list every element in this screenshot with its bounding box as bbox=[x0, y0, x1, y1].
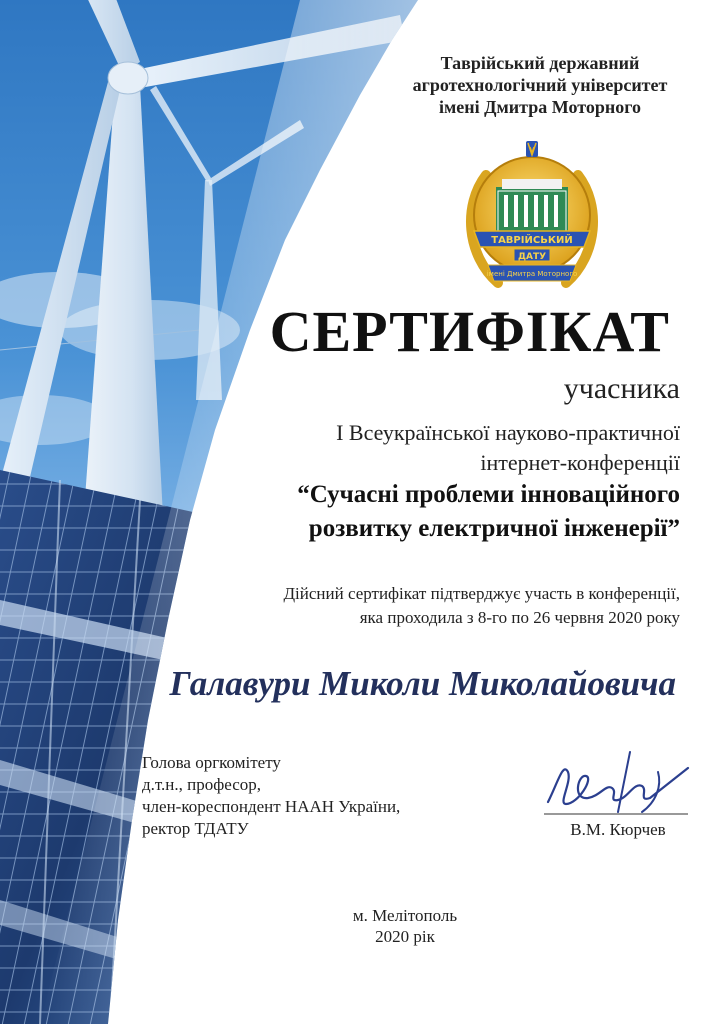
signatory-title-line: ректор ТДАТУ bbox=[142, 819, 249, 838]
university-name-line: Таврійський державний bbox=[440, 53, 640, 73]
trident-icon bbox=[526, 141, 538, 157]
university-name-line: агротехнологічний університет bbox=[412, 75, 668, 95]
emblem-text-top: ТАВРІЙСЬКИЙ bbox=[491, 235, 573, 246]
conference-title-line: розвитку електричної інженерії” bbox=[308, 515, 680, 542]
conference-line: інтернет-конференції bbox=[480, 450, 680, 475]
signatory-title-line: Голова оргкомітету bbox=[142, 753, 281, 772]
certificate-note-line: яка проходила з 8-го по 26 червня 2020 року bbox=[359, 608, 680, 627]
conference-line: І Всеукраїнської науково-практичної bbox=[336, 420, 680, 445]
signatory-title-line: д.т.н., професор, bbox=[142, 775, 262, 794]
handwritten-signature bbox=[538, 742, 698, 822]
recipient-name: Галавури Миколи Миколайовича bbox=[169, 664, 676, 703]
footer-city: м. Мелітополь bbox=[352, 906, 458, 925]
signatory-name: В.М. Кюрчев bbox=[570, 820, 666, 839]
certificate-note-line: Дійсний сертифікат підтверджує участь в конференції, bbox=[283, 584, 680, 603]
footer-year: 2020 рік bbox=[375, 927, 435, 946]
university-name bbox=[380, 52, 700, 118]
emblem-text-bottom: імені Дмитра Моторного bbox=[486, 270, 578, 278]
university-name-line: імені Дмитра Моторного bbox=[439, 97, 641, 117]
signatory-title-line: член-кореспондент НААН України, bbox=[142, 797, 401, 816]
emblem-text-mid: ДАТУ bbox=[517, 252, 547, 262]
university-emblem-icon bbox=[458, 135, 606, 295]
conference-title-line: “Сучасні проблеми інноваційного bbox=[297, 481, 680, 508]
certificate-title: СЕРТИФІКАТ bbox=[269, 299, 670, 364]
certificate-subtitle: учасника bbox=[563, 372, 680, 405]
